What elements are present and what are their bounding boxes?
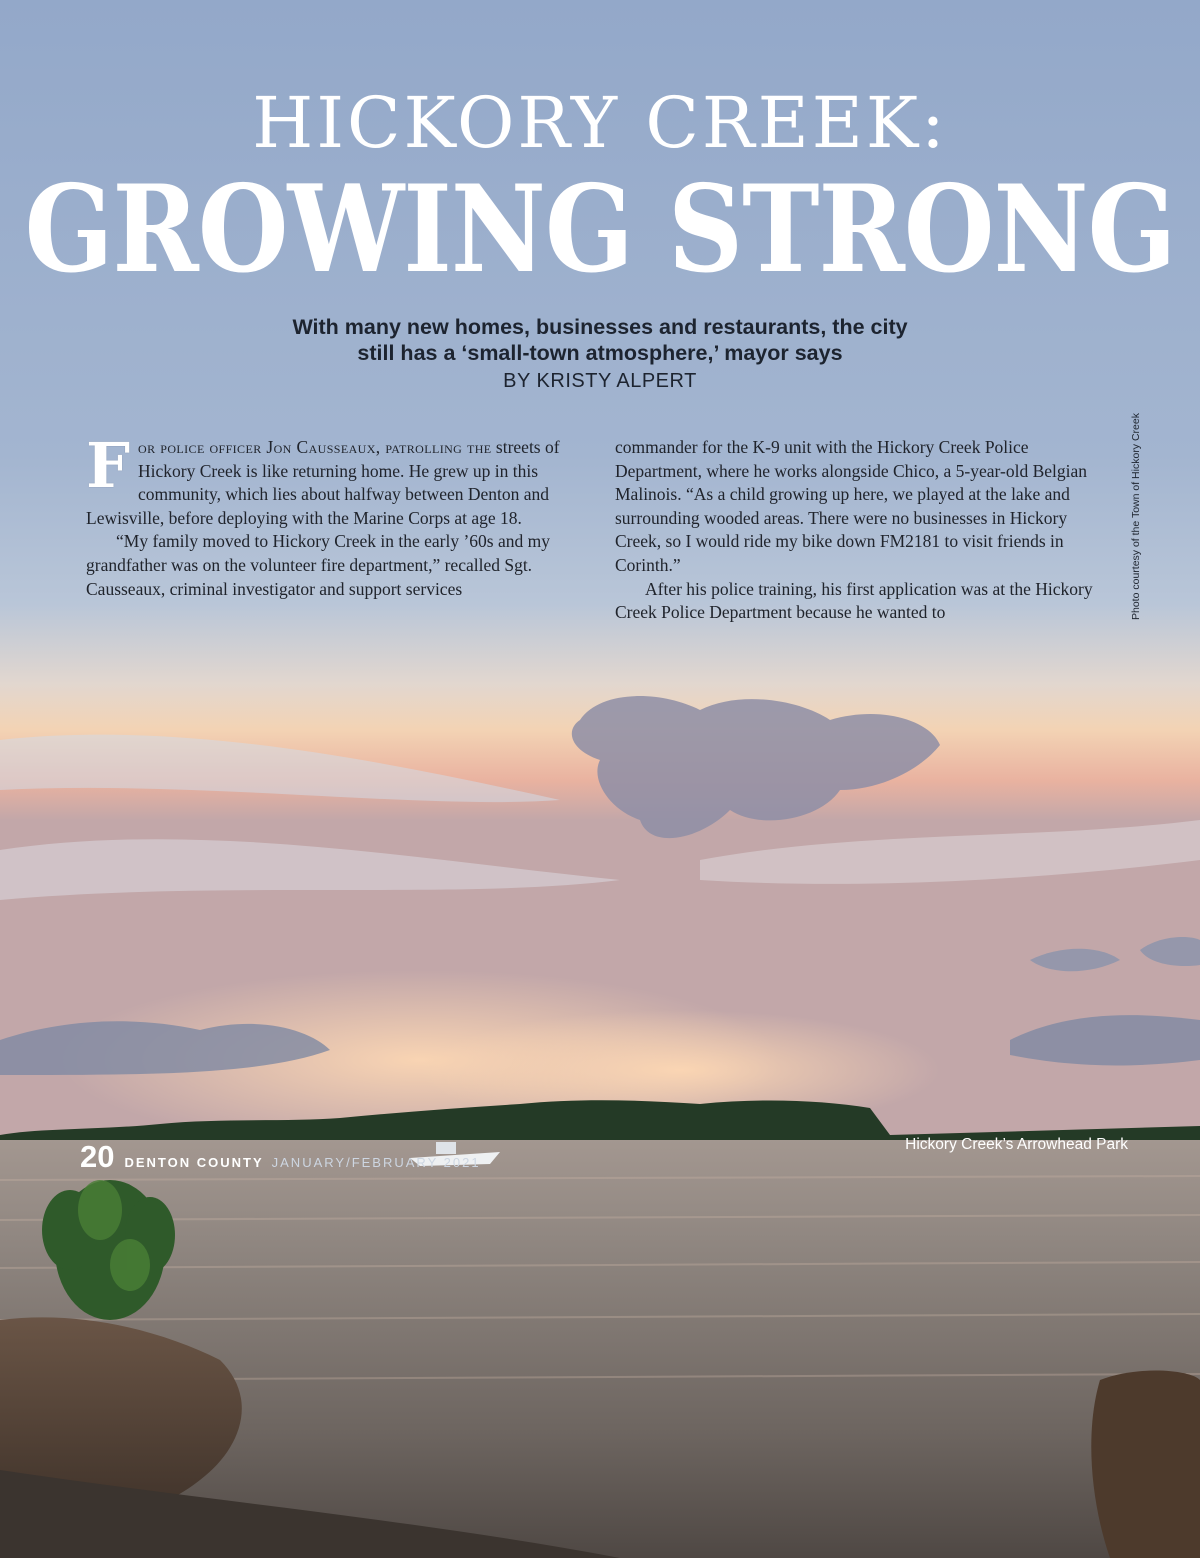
page-footer — [80, 1139, 481, 1175]
paragraph-1 — [86, 429, 582, 530]
byline: BY KRISTY ALPERT — [503, 370, 697, 392]
paragraph-3: commander for the K-9 unit with the Hickory Creek Police Department, where he works alongside Chico, a 5-year-old Belgian Malinois. “As a child growing up here, we played at the lake and surrounding wooded areas. There were no businesses in Hickory Creek, so I would ride my bike down FM2181 to visit friends in Corinth.” — [615, 437, 1087, 575]
page-number: 20 — [80, 1139, 115, 1174]
article-column-left — [86, 429, 582, 601]
paragraph-2: “My family moved to Hickory Creek in the early ’60s and my grandfather was on the volunteer fire department,” recalled Sgt. Causseaux, criminal investigator and support services — [86, 531, 550, 599]
issue-date: JANUARY/FEBRUARY 2021 — [271, 1155, 481, 1170]
paragraph-1-text: streets of Hickory Creek is like returning home. He grew up in this community, which lies about halfway between Denton and Lewisville, before deploying with the Marine Corps at age 18. — [86, 437, 560, 528]
dek-line-2: still has a ‘small-town atmosphere,’ mayor says — [357, 341, 843, 365]
headline-kicker: HICKORY CREEK: — [252, 82, 948, 164]
paragraph-4: After his police training, his first application was at the Hickory Creek Police Department because he wanted to — [615, 578, 1093, 623]
photo-credit: Photo courtesy of the Town of Hickory Creek — [1130, 413, 1142, 620]
article-column-right — [615, 436, 1111, 625]
article-dek — [250, 314, 950, 366]
drop-cap: F — [86, 429, 131, 502]
lead-in-smallcaps: or police officer Jon Causseaux, patrolling the — [138, 437, 492, 457]
dek-line-1: With many new homes, businesses and restaurants, the city — [292, 315, 908, 339]
publication-name: DENTON COUNTY — [124, 1155, 264, 1170]
headline-title: GROWING STRONG — [24, 158, 1176, 300]
photo-caption: Hickory Creek’s Arrowhead Park — [905, 1136, 1128, 1153]
